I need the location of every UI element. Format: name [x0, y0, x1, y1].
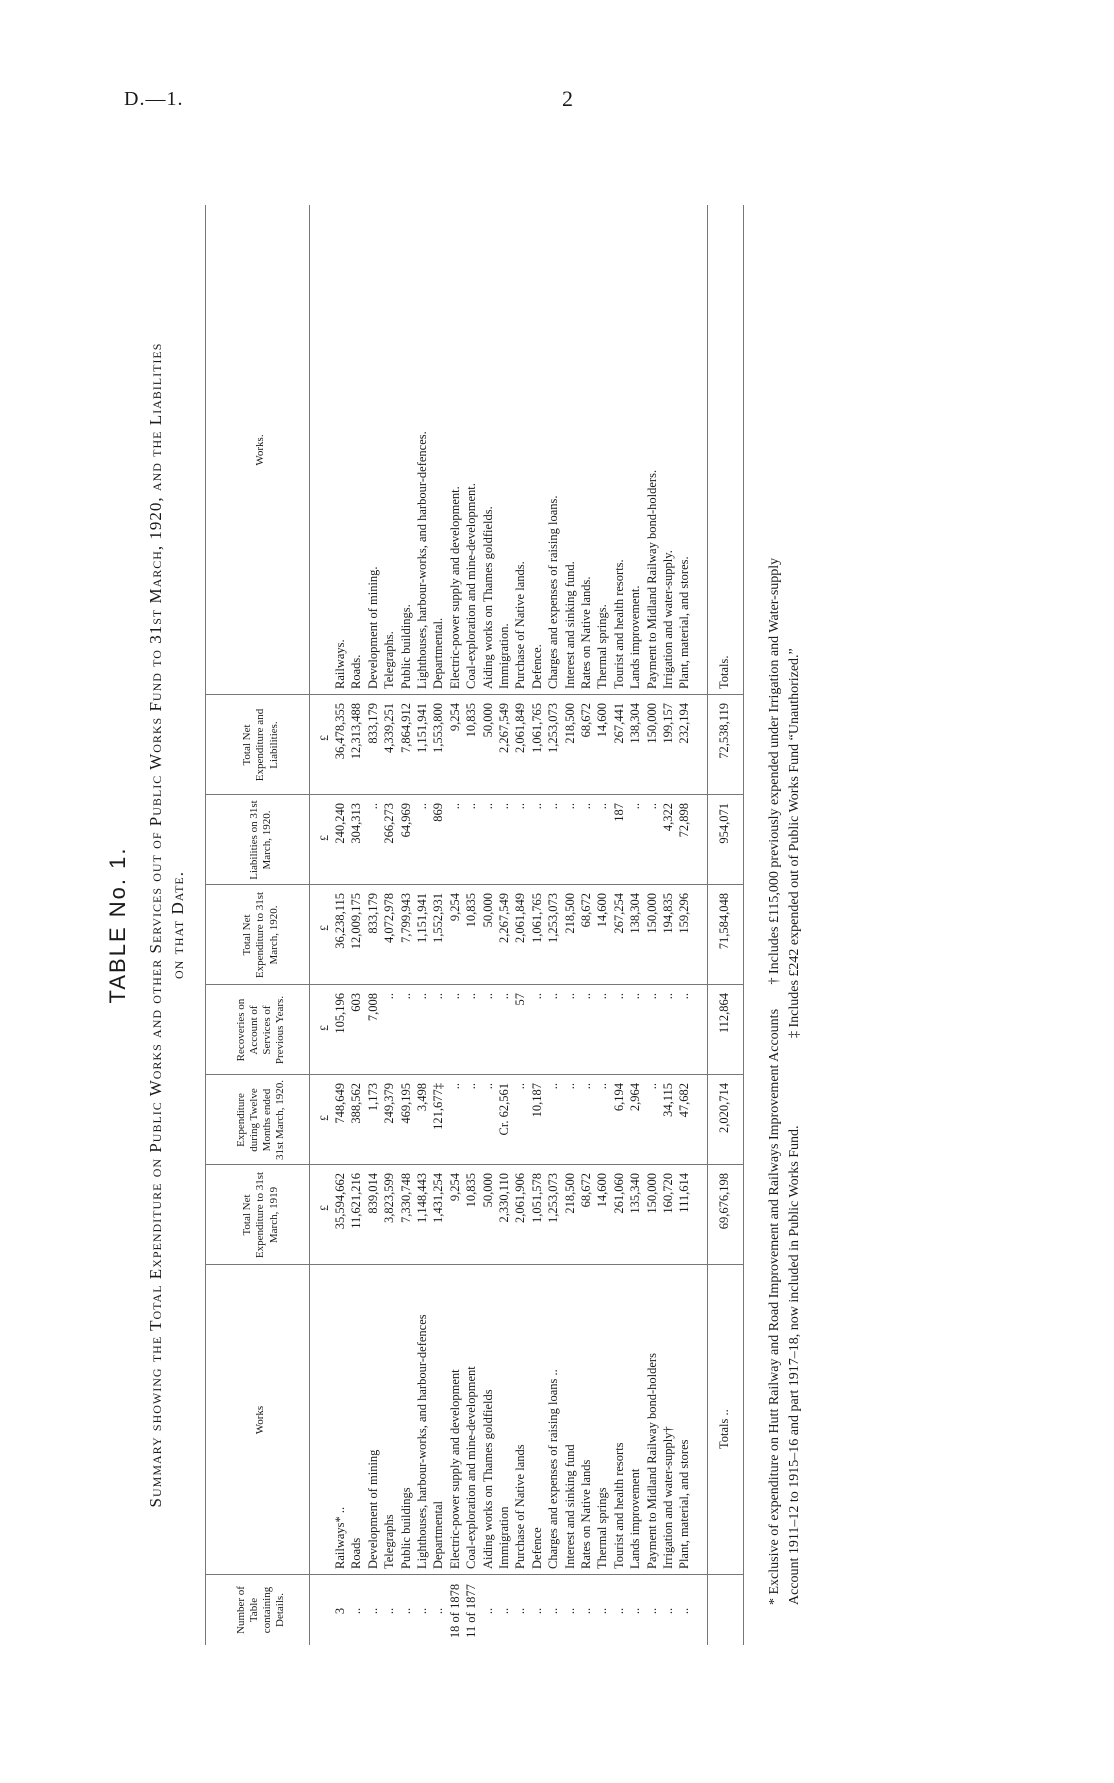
- cell-works-right: Coal-exploration and mine-development.: [464, 483, 479, 689]
- col-header-number: Number of Table containing Details.: [234, 1586, 287, 1634]
- cell-works: Development of mining: [365, 1449, 380, 1569]
- summary-table: [205, 205, 743, 1645]
- cell-works-right: Purchase of Native lands.: [513, 561, 528, 689]
- cell-total-1920: 36,238,115: [333, 893, 347, 949]
- cell-recoveries: ..: [431, 993, 446, 1000]
- cell-total-net-liabilities: 1,253,073: [546, 703, 561, 753]
- cell-expenditure-year: 47,682: [677, 1083, 692, 1118]
- cell-total-1919: 11,621,216: [349, 1173, 364, 1229]
- cell-total-1919: 14,600: [595, 1173, 610, 1208]
- cell-recoveries: 7,008: [365, 993, 380, 1022]
- cell-liabilities: 4,322: [661, 803, 675, 832]
- cell-liabilities: ..: [644, 803, 659, 810]
- cell-table-number: ..: [415, 1607, 429, 1615]
- cell-table-number: ..: [595, 1607, 610, 1615]
- col-header-total-1919: Total Net Expenditure to 31st March, 1919: [241, 1171, 280, 1259]
- cell-works: Charges and expenses of raising loans ..: [546, 1369, 561, 1569]
- cell-total-net-liabilities: 2,061,849: [513, 703, 528, 753]
- table-title: TABLE No. 1.: [105, 846, 130, 1004]
- cell-total-net-liabilities: 232,194: [677, 703, 692, 744]
- cell-recoveries: ..: [480, 993, 495, 1000]
- total-total-1919: 69,676,198: [717, 1173, 731, 1230]
- cell-liabilities: ..: [513, 803, 528, 810]
- total-expenditure-year: 2,020,714: [717, 1083, 731, 1133]
- cell-works: Payment to Midland Railway bond-holders: [644, 1353, 659, 1569]
- cell-liabilities: ..: [579, 803, 593, 810]
- footnote-line-1: * Exclusive of expenditure on Hutt Railway and Road Improvement and Railways Improvement Accounts † Includes £115,000 previously expended under Irrigation and Water-supply: [767, 557, 782, 1605]
- cell-total-1919: 3,823,599: [382, 1173, 397, 1223]
- total-total-net-liabilities: 72,538,119: [717, 703, 731, 759]
- cell-table-number: 11 of 1877: [464, 1584, 479, 1638]
- cell-total-1919: 2,061,906: [513, 1173, 528, 1223]
- cell-expenditure-year: 469,195: [398, 1083, 413, 1124]
- cell-table-number: ..: [382, 1607, 397, 1615]
- cell-total-1919: 261,060: [611, 1173, 626, 1214]
- cell-total-1919: 111,614: [677, 1173, 692, 1213]
- cell-expenditure-year: ..: [464, 1083, 479, 1090]
- cell-total-1920: 10,835: [464, 893, 479, 928]
- cell-works-right: Defence.: [529, 644, 544, 689]
- cell-recoveries: 105,196: [333, 993, 347, 1034]
- cell-liabilities: ..: [480, 803, 495, 810]
- cell-table-number: ..: [644, 1607, 659, 1615]
- cell-works-right: Lighthouses, harbour-works, and harbour-defences.: [415, 431, 429, 689]
- cell-liabilities: ..: [562, 803, 577, 810]
- cell-works-right: Rates on Native lands.: [579, 576, 593, 689]
- cell-total-1919: 50,000: [480, 1173, 495, 1208]
- cell-total-1920: 4,072,978: [382, 893, 397, 943]
- cell-total-1920: 9,254: [447, 893, 462, 922]
- cell-recoveries: ..: [661, 993, 675, 1000]
- cell-total-1919: 1,431,254: [431, 1173, 446, 1223]
- cell-table-number: ..: [480, 1607, 495, 1615]
- cell-works-right: Railways.: [333, 639, 347, 689]
- cell-total-net-liabilities: 1,061,765: [529, 703, 544, 753]
- cell-expenditure-year: 6,194: [611, 1083, 626, 1112]
- cell-works: Aiding works on Thames goldfields: [480, 1389, 495, 1569]
- cell-works-right: Departmental.: [431, 617, 446, 689]
- cell-recoveries: ..: [644, 993, 659, 1000]
- cell-works: Lighthouses, harbour-works, and harbour-defences: [415, 1314, 429, 1569]
- cell-works: Electric-power supply and development: [447, 1369, 462, 1569]
- cell-liabilities: ..: [546, 803, 561, 810]
- cell-liabilities: 187: [611, 803, 626, 822]
- cell-liabilities: 240,240: [333, 803, 347, 844]
- cell-liabilities: ..: [464, 803, 479, 810]
- cell-works: Thermal springs: [595, 1487, 610, 1569]
- page-number: 2: [562, 86, 573, 111]
- cell-liabilities: 266,273: [382, 803, 397, 844]
- subtitle-line-2: on that Date.: [168, 870, 188, 980]
- cell-total-net-liabilities: 10,835: [464, 703, 479, 738]
- cell-expenditure-year: 3,498: [415, 1083, 429, 1112]
- cell-total-1919: 68,672: [579, 1173, 593, 1208]
- footnote-line-2: Account 1911–12 to 1915–16 and part 1917–18, now included in Public Works Fund. ‡ Includes £242 expended out of Public Works Fund “Unauthorized.”: [787, 648, 803, 1605]
- rotated-table-sheet: [87, 205, 917, 1645]
- col-header-total-1920: Total Net Expenditure to 31st March, 1920.: [241, 891, 280, 979]
- cell-works: Purchase of Native lands: [513, 1444, 528, 1569]
- currency-mark: £: [317, 1115, 331, 1121]
- cell-total-1920: 14,600: [595, 893, 610, 928]
- cell-total-1919: 218,500: [562, 1173, 577, 1214]
- cell-total-1920: 267,254: [611, 893, 626, 934]
- cell-liabilities: 64,969: [398, 803, 413, 838]
- cell-liabilities: 869: [431, 803, 446, 822]
- cell-total-1920: 7,799,943: [398, 893, 413, 943]
- cell-works: Defence: [529, 1527, 544, 1569]
- cell-expenditure-year: ..: [579, 1083, 593, 1090]
- cell-table-number: ..: [546, 1607, 561, 1615]
- cell-total-1920: 50,000: [480, 893, 495, 928]
- total-works-right: Totals.: [717, 655, 731, 689]
- cell-works-right: Tourist and health resorts.: [611, 559, 626, 689]
- cell-recoveries: ..: [398, 993, 413, 1000]
- cell-recoveries: ..: [562, 993, 577, 1000]
- cell-table-number: ..: [497, 1607, 511, 1615]
- cell-works-right: Thermal springs.: [595, 604, 610, 689]
- cell-works-right: Telegraphs.: [382, 631, 397, 689]
- cell-total-net-liabilities: 199,157: [661, 703, 675, 744]
- cell-expenditure-year: ..: [644, 1083, 659, 1090]
- total-total-1920: 71,584,048: [717, 893, 731, 950]
- cell-total-1919: 160,720: [661, 1173, 675, 1214]
- cell-total-1920: 218,500: [562, 893, 577, 934]
- cell-total-1920: 150,000: [644, 893, 659, 934]
- cell-recoveries: ..: [595, 993, 610, 1000]
- cell-table-number: ..: [677, 1607, 692, 1615]
- cell-total-1920: 194,835: [661, 893, 675, 934]
- cell-total-net-liabilities: 833,179: [365, 703, 380, 744]
- cell-expenditure-year: 2,964: [628, 1083, 643, 1112]
- cell-expenditure-year: ..: [480, 1083, 495, 1090]
- cell-works-right: Irrigation and water-supply.: [661, 550, 675, 689]
- cell-recoveries: ..: [464, 993, 479, 1000]
- cell-expenditure-year: ..: [595, 1083, 610, 1090]
- cell-works-right: Interest and sinking fund.: [562, 561, 577, 689]
- cell-table-number: ..: [529, 1607, 544, 1615]
- cell-total-net-liabilities: 2,267,549: [497, 703, 511, 753]
- cell-works-right: Payment to Midland Railway bond-holders.: [644, 469, 659, 689]
- cell-total-1920: 1,151,941: [415, 893, 429, 943]
- cell-liabilities: ..: [365, 803, 380, 810]
- cell-table-number: ..: [365, 1607, 380, 1615]
- cell-table-number: ..: [579, 1607, 593, 1615]
- cell-expenditure-year: 121,677‡: [431, 1083, 446, 1130]
- cell-liabilities: ..: [497, 803, 511, 810]
- cell-recoveries: ..: [546, 993, 561, 1000]
- cell-total-net-liabilities: 36,478,355: [333, 703, 347, 760]
- cell-recoveries: ..: [611, 993, 626, 1000]
- cell-table-number: ..: [611, 1607, 626, 1615]
- cell-total-1920: 159,296: [677, 893, 692, 934]
- cell-total-1919: 150,000: [644, 1173, 659, 1214]
- col-header-expenditure-year: Expenditure during Twelve Months ended 31st March, 1920.: [234, 1079, 287, 1161]
- cell-liabilities: ..: [529, 803, 544, 810]
- table-subtitle: [145, 205, 189, 1645]
- subtitle-line-1: Summary showing the Total Expenditure on Public Works and other Services out of Public Works Fund to 31st March, 1920, and the Liabilities: [146, 342, 165, 1508]
- cell-liabilities: 72,898: [677, 803, 692, 838]
- cell-recoveries: ..: [447, 993, 462, 1000]
- cell-works: Plant, material, and stores: [677, 1439, 692, 1569]
- cell-total-1920: 833,179: [365, 893, 380, 934]
- cell-total-1919: 1,148,443: [415, 1173, 429, 1223]
- total-liabilities: 954,071: [717, 803, 731, 844]
- cell-expenditure-year: ..: [546, 1083, 561, 1090]
- cell-expenditure-year: 748,649: [333, 1083, 347, 1124]
- cell-total-1920: 2,061,849: [513, 893, 528, 943]
- cell-recoveries: ..: [579, 993, 593, 1000]
- cell-table-number: ..: [661, 1607, 675, 1615]
- cell-table-number: ..: [562, 1607, 577, 1615]
- cell-recoveries: ..: [628, 993, 643, 1000]
- cell-table-number: ..: [349, 1607, 364, 1615]
- cell-total-net-liabilities: 138,304: [628, 703, 643, 744]
- cell-works: Rates on Native lands: [579, 1459, 593, 1569]
- cell-liabilities: ..: [415, 803, 429, 810]
- cell-total-net-liabilities: 218,500: [562, 703, 577, 744]
- cell-total-net-liabilities: 1,553,800: [431, 703, 446, 753]
- cell-total-1919: 9,254: [447, 1173, 462, 1202]
- cell-total-1920: 1,552,931: [431, 893, 446, 943]
- cell-works: Immigration: [497, 1506, 511, 1569]
- cell-liabilities: ..: [628, 803, 643, 810]
- cell-total-1920: 1,253,073: [546, 893, 561, 943]
- cell-total-1920: 1,061,765: [529, 893, 544, 943]
- cell-expenditure-year: ..: [447, 1083, 462, 1090]
- cell-liabilities: ..: [595, 803, 610, 810]
- cell-total-net-liabilities: 7,864,912: [398, 703, 413, 753]
- cell-total-1920: 2,267,549: [497, 893, 511, 943]
- cell-total-1920: 138,304: [628, 893, 643, 934]
- cell-works: Interest and sinking fund: [562, 1444, 577, 1569]
- cell-works-right: Aiding works on Thames goldfields.: [480, 506, 495, 689]
- cell-expenditure-year: Cr. 62,561: [497, 1083, 511, 1136]
- cell-recoveries: ..: [497, 993, 511, 1000]
- cell-recoveries: ..: [415, 993, 429, 1000]
- cell-works-right: Roads.: [349, 654, 364, 689]
- cell-table-number: ..: [513, 1607, 528, 1615]
- cell-works: Tourist and health resorts: [611, 1442, 626, 1569]
- cell-total-net-liabilities: 150,000: [644, 703, 659, 744]
- document-reference: D.—1.: [124, 88, 184, 110]
- cell-recoveries: 57: [513, 993, 528, 1006]
- cell-liabilities: 304,313: [349, 803, 364, 844]
- col-header-works-right: Works.: [254, 434, 267, 466]
- cell-total-1920: 12,009,175: [349, 893, 364, 950]
- cell-works: Telegraphs: [382, 1514, 397, 1569]
- currency-mark: £: [317, 835, 331, 841]
- cell-expenditure-year: 34,115: [661, 1083, 675, 1117]
- cell-works-right: Development of mining.: [365, 566, 380, 689]
- currency-mark: £: [317, 925, 331, 931]
- cell-works-right: Plant, material, and stores.: [677, 556, 692, 689]
- cell-works-right: Electric-power supply and development.: [447, 486, 462, 689]
- cell-total-net-liabilities: 1,151,941: [415, 703, 429, 753]
- col-header-recoveries: Recoveries on Account of Services of Previous Years.: [234, 995, 287, 1065]
- cell-works-right: Charges and expenses of raising loans.: [546, 495, 561, 689]
- cell-table-number: 18 of 1878: [447, 1583, 462, 1639]
- cell-works: Coal-exploration and mine-development: [464, 1366, 479, 1569]
- cell-total-1919: 10,835: [464, 1173, 479, 1208]
- cell-liabilities: ..: [447, 803, 462, 810]
- total-works: Totals ..: [717, 1409, 731, 1449]
- cell-total-net-liabilities: 4,339,251: [382, 703, 397, 753]
- cell-recoveries: ..: [529, 993, 544, 1000]
- cell-total-1919: 2,330,110: [497, 1173, 511, 1223]
- cell-table-number: ..: [431, 1607, 446, 1615]
- cell-recoveries: ..: [382, 993, 397, 1000]
- cell-table-number: 3: [333, 1607, 347, 1615]
- currency-mark: £: [317, 1025, 331, 1031]
- cell-expenditure-year: ..: [562, 1083, 577, 1090]
- col-header-total-net-liabilities: Total Net Expenditure and Liabilities.: [241, 708, 280, 782]
- cell-works: Irrigation and water-supply†: [661, 1426, 675, 1569]
- cell-works: Roads: [349, 1537, 364, 1569]
- cell-total-net-liabilities: 68,672: [579, 703, 593, 738]
- cell-table-number: ..: [398, 1607, 413, 1615]
- cell-works-right: Lands improvement.: [628, 585, 643, 689]
- cell-works: Lands improvement: [628, 1468, 643, 1569]
- cell-total-net-liabilities: 9,254: [447, 703, 462, 732]
- cell-total-net-liabilities: 50,000: [480, 703, 495, 738]
- cell-total-net-liabilities: 14,600: [595, 703, 610, 738]
- cell-total-1919: 7,330,748: [398, 1173, 413, 1223]
- cell-expenditure-year: 388,562: [349, 1083, 364, 1124]
- cell-total-1919: 1,253,073: [546, 1173, 561, 1223]
- cell-total-1920: 68,672: [579, 893, 593, 928]
- cell-recoveries: ..: [677, 993, 692, 1000]
- cell-works: Departmental: [431, 1500, 446, 1569]
- cell-total-net-liabilities: 267,441: [611, 703, 626, 744]
- cell-table-number: ..: [628, 1607, 643, 1615]
- cell-works-right: Public buildings.: [398, 604, 413, 689]
- cell-total-1919: 35,594,662: [333, 1173, 347, 1230]
- col-header-liabilities: Liabilities on 31st March, 1920.: [247, 800, 273, 880]
- cell-expenditure-year: 249,379: [382, 1083, 397, 1124]
- cell-expenditure-year: ..: [513, 1083, 528, 1090]
- total-recoveries: 112,864: [717, 993, 731, 1034]
- cell-expenditure-year: 1,173: [365, 1083, 380, 1112]
- footnotes: [765, 225, 806, 1605]
- cell-works: Public buildings: [398, 1487, 413, 1569]
- cell-works-right: Immigration.: [497, 623, 511, 689]
- col-header-works: Works: [254, 1405, 267, 1435]
- cell-works: Railways* ..: [333, 1506, 347, 1569]
- cell-total-1919: 839,014: [365, 1173, 380, 1214]
- cell-total-1919: 1,051,578: [529, 1173, 544, 1223]
- cell-recoveries: 603: [349, 993, 364, 1012]
- cell-total-net-liabilities: 12,313,488: [349, 703, 364, 760]
- cell-total-1919: 135,340: [628, 1173, 643, 1214]
- cell-expenditure-year: 10,187: [529, 1083, 544, 1118]
- currency-mark: £: [317, 1205, 331, 1211]
- currency-mark: £: [317, 735, 331, 741]
